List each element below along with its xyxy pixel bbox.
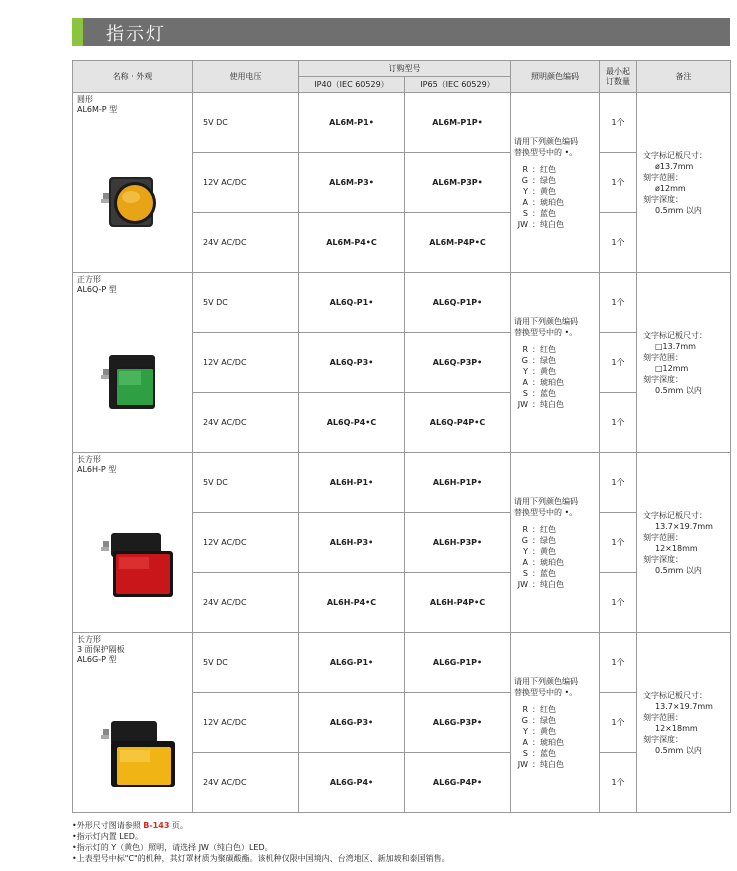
voltage-cell: 12V AC/DC [193, 333, 299, 393]
color-code-item [514, 219, 599, 230]
color-intro: 请用下列颜色编码 替换型号中的 •。 [514, 316, 578, 337]
ip40-model-cell: AL6H-P1• [299, 453, 405, 513]
color-code-item [514, 557, 599, 568]
note-cell [637, 93, 731, 273]
color-code: A [522, 557, 528, 567]
color-intro: 请用下列颜色编码 替换型号中的 •。 [514, 136, 578, 157]
note-line: 刻字范围： [643, 532, 683, 542]
color-code: JW [517, 219, 528, 229]
color-code: S [522, 568, 528, 578]
color-code-item [514, 164, 599, 175]
color-code: R [522, 704, 528, 714]
min-qty-cell: 1个 [600, 153, 637, 213]
section-title: 指示灯 [106, 24, 166, 45]
col-order-header: 订购型号 [299, 61, 511, 77]
footnote-1-text: •外形尺寸图请参照 [72, 821, 144, 830]
color-name: ：琥珀色 [532, 737, 564, 747]
color-code: R [522, 344, 528, 354]
min-qty-cell: 1个 [600, 573, 637, 633]
color-code: JW [517, 759, 528, 769]
color-code: S [522, 388, 528, 398]
ip40-model-cell: AL6Q-P4•C [299, 393, 405, 453]
color-code-item [514, 579, 599, 590]
color-name: ：红色 [532, 704, 556, 714]
product-name: 长方形 AL6H-P 型 [77, 455, 117, 474]
note-line: 刻字深度： [643, 554, 683, 564]
ip65-model-cell: AL6H-P3P• [405, 513, 511, 573]
color-code-item [514, 535, 599, 546]
ip65-model-cell: AL6M-P3P• [405, 153, 511, 213]
note-line: 刻字范围： [643, 352, 683, 362]
color-name: ：黄色 [532, 726, 556, 736]
note-cell [637, 453, 731, 633]
note-line: 刻字深度： [643, 194, 683, 204]
color-code: R [522, 164, 528, 174]
color-code-item [514, 737, 599, 748]
voltage-cell: 5V DC [193, 633, 299, 693]
note-line: 13.7×19.7mm [655, 521, 713, 531]
square-green-lamp-icon [101, 349, 165, 422]
color-name: ：蓝色 [532, 208, 556, 218]
color-code-item [514, 726, 599, 737]
color-code-item [514, 524, 599, 535]
note-line: 刻字范围： [643, 712, 683, 722]
min-qty-cell: 1个 [600, 693, 637, 753]
color-name: ：红色 [532, 524, 556, 534]
min-qty-cell: 1个 [600, 273, 637, 333]
color-name: ：蓝色 [532, 568, 556, 578]
footnote-4: •上表型号中标"C"的机种，其灯罩材质为聚碳酸酯。该机种仅限中国境内、台湾地区、新加坡和泰国销售。 [72, 854, 450, 863]
color-name: ：黄色 [532, 546, 556, 556]
note-line: 刻字范围： [643, 172, 683, 182]
min-qty-cell: 1个 [600, 633, 637, 693]
color-code-item [514, 366, 599, 377]
color-code: R [522, 524, 528, 534]
col-color-header: 照明颜色编码 [511, 61, 600, 93]
min-qty-cell: 1个 [600, 333, 637, 393]
min-qty-cell: 1个 [600, 93, 637, 153]
color-code: G [521, 355, 528, 365]
color-name: ：纯白色 [532, 579, 564, 589]
product-cell [73, 633, 193, 813]
voltage-cell: 24V AC/DC [193, 753, 299, 813]
color-code-item [514, 546, 599, 557]
product-name: 圆形 AL6M-P 型 [77, 95, 118, 114]
ip40-model-cell: AL6H-P4•C [299, 573, 405, 633]
color-name: ：红色 [532, 344, 556, 354]
voltage-cell: 12V AC/DC [193, 693, 299, 753]
color-code-item [514, 748, 599, 759]
voltage-cell: 24V AC/DC [193, 573, 299, 633]
min-qty-cell: 1个 [600, 453, 637, 513]
ip40-model-cell: AL6G-P3• [299, 693, 405, 753]
footnote-2: •指示灯内置 LED。 [72, 832, 143, 841]
ip65-model-cell: AL6Q-P3P• [405, 333, 511, 393]
note-line: 文字标记板尺寸： [643, 150, 707, 160]
color-name: ：绿色 [532, 355, 556, 365]
ip65-model-cell: AL6H-P4P•C [405, 573, 511, 633]
note-cell [637, 633, 731, 813]
note-line: 13.7×19.7mm [655, 701, 713, 711]
color-code-item [514, 715, 599, 726]
col-ip40-header: IP40（IEC 60529） [299, 77, 405, 93]
rect-yellow-lamp-icon [101, 719, 181, 792]
voltage-cell: 12V AC/DC [193, 153, 299, 213]
color-code-item [514, 377, 599, 388]
color-name: ：绿色 [532, 175, 556, 185]
ip65-model-cell: AL6H-P1P• [405, 453, 511, 513]
ip40-model-cell: AL6M-P1• [299, 93, 405, 153]
note-line: 0.5mm 以内 [655, 565, 702, 575]
note-line: 文字标记板尺寸： [643, 330, 707, 340]
color-code: JW [517, 579, 528, 589]
color-intro: 请用下列颜色编码 替换型号中的 •。 [514, 496, 578, 517]
ip40-model-cell: AL6M-P3• [299, 153, 405, 213]
min-qty-cell: 1个 [600, 753, 637, 813]
color-code: A [522, 737, 528, 747]
footnote-3: •指示灯的 Y（黄色）照明，请选择 JW（纯白色）LED。 [72, 843, 273, 852]
color-code-cell [511, 453, 600, 633]
ip65-model-cell: AL6Q-P4P•C [405, 393, 511, 453]
ip40-model-cell: AL6H-P3• [299, 513, 405, 573]
min-qty-cell: 1个 [600, 213, 637, 273]
note-cell [637, 273, 731, 453]
ip65-model-cell: AL6G-P1P• [405, 633, 511, 693]
footnotes [72, 820, 450, 864]
voltage-cell: 5V DC [193, 93, 299, 153]
color-code-item [514, 759, 599, 770]
voltage-cell: 5V DC [193, 273, 299, 333]
note-line: 刻字深度： [643, 374, 683, 384]
color-code-item [514, 197, 599, 208]
color-code: G [521, 175, 528, 185]
color-code: Y [523, 366, 528, 376]
table-row [73, 453, 731, 513]
ip65-model-cell: AL6G-P4P• [405, 753, 511, 813]
footnote-1 [72, 820, 450, 831]
round-yellow-lamp-icon [101, 169, 165, 242]
color-code-item [514, 344, 599, 355]
color-code-item [514, 175, 599, 186]
col-note-header: 备注 [637, 61, 731, 93]
note-line: □13.7mm [655, 341, 696, 351]
voltage-cell: 24V AC/DC [193, 393, 299, 453]
note-line: 12×18mm [655, 543, 698, 553]
color-name: ：蓝色 [532, 388, 556, 398]
voltage-cell: 24V AC/DC [193, 213, 299, 273]
color-code-item [514, 186, 599, 197]
ip65-model-cell: AL6M-P1P• [405, 93, 511, 153]
col-ip65-header: IP65（IEC 60529） [405, 77, 511, 93]
ip40-model-cell: AL6M-P4•C [299, 213, 405, 273]
ip40-model-cell: AL6Q-P3• [299, 333, 405, 393]
footnote-1-suffix: 页。 [169, 821, 188, 830]
color-code-item [514, 399, 599, 410]
color-intro: 请用下列颜色编码 替换型号中的 •。 [514, 676, 578, 697]
note-line: 0.5mm 以内 [655, 745, 702, 755]
color-code: G [521, 535, 528, 545]
table-row [73, 633, 731, 693]
note-line: □12mm [655, 363, 689, 373]
table-row [73, 273, 731, 333]
product-cell [73, 93, 193, 273]
color-name: ：红色 [532, 164, 556, 174]
color-name: ：黄色 [532, 186, 556, 196]
table-row [73, 93, 731, 153]
note-line: 文字标记板尺寸： [643, 690, 707, 700]
product-name: 长方形 3 面保护隔板 AL6G-P 型 [77, 635, 125, 664]
ip65-model-cell: AL6M-P4P•C [405, 213, 511, 273]
color-name: ：蓝色 [532, 748, 556, 758]
color-name: ：绿色 [532, 535, 556, 545]
min-qty-cell: 1个 [600, 513, 637, 573]
color-code: A [522, 377, 528, 387]
col-name-header: 名称 · 外观 [73, 61, 193, 93]
header-accent-bar [72, 18, 83, 46]
note-line: ø12mm [655, 183, 686, 193]
note-line: 0.5mm 以内 [655, 205, 702, 215]
col-voltage-header: 使用电压 [193, 61, 299, 93]
color-code-cell [511, 633, 600, 813]
color-code: S [522, 748, 528, 758]
rect-red-lamp-icon [101, 529, 181, 602]
color-name: ：黄色 [532, 366, 556, 376]
color-code: Y [523, 186, 528, 196]
ip40-model-cell: AL6G-P4• [299, 753, 405, 813]
color-code: JW [517, 399, 528, 409]
spec-table [72, 60, 731, 813]
color-code-item [514, 208, 599, 219]
product-name: 正方形 AL6Q-P 型 [77, 275, 117, 294]
voltage-cell: 12V AC/DC [193, 513, 299, 573]
note-line: 0.5mm 以内 [655, 385, 702, 395]
color-name: ：纯白色 [532, 399, 564, 409]
color-code: Y [523, 546, 528, 556]
color-code-cell [511, 273, 600, 453]
color-code-item [514, 388, 599, 399]
color-name: ：琥珀色 [532, 557, 564, 567]
ip40-model-cell: AL6Q-P1• [299, 273, 405, 333]
color-name: ：绿色 [532, 715, 556, 725]
color-code: S [522, 208, 528, 218]
page-reference-link[interactable]: B-143 [143, 821, 170, 830]
color-code-item [514, 704, 599, 715]
product-cell [73, 453, 193, 633]
color-code-cell [511, 93, 600, 273]
note-line: 文字标记板尺寸： [643, 510, 707, 520]
color-name: ：琥珀色 [532, 377, 564, 387]
note-line: ø13.7mm [655, 161, 694, 171]
voltage-cell: 5V DC [193, 453, 299, 513]
col-min-qty-header: 最小起 订数量 [600, 61, 637, 93]
color-code: A [522, 197, 528, 207]
color-code-item [514, 568, 599, 579]
color-code: G [521, 715, 528, 725]
ip40-model-cell: AL6G-P1• [299, 633, 405, 693]
note-line: 刻字深度： [643, 734, 683, 744]
product-cell [73, 273, 193, 453]
color-name: ：纯白色 [532, 219, 564, 229]
ip65-model-cell: AL6Q-P1P• [405, 273, 511, 333]
note-line: 12×18mm [655, 723, 698, 733]
color-code-item [514, 355, 599, 366]
ip65-model-cell: AL6G-P3P• [405, 693, 511, 753]
color-name: ：琥珀色 [532, 197, 564, 207]
section-header [72, 18, 730, 46]
color-code: Y [523, 726, 528, 736]
color-name: ：纯白色 [532, 759, 564, 769]
min-qty-cell: 1个 [600, 393, 637, 453]
